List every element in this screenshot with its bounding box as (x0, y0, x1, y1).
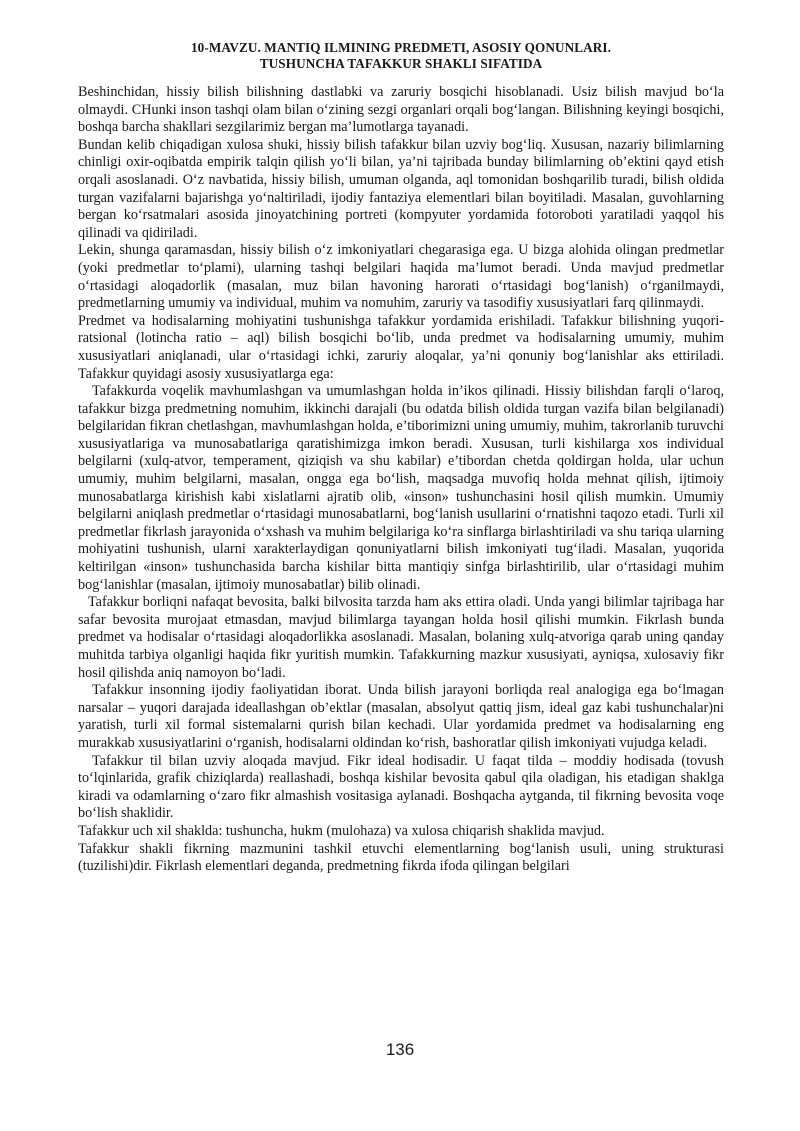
page-number: 136 (385, 1040, 415, 1059)
paragraph-9: Tafakkur uch xil shaklda: tushuncha, hukm (mulohaza) va xulosa chiqarish shaklida mavjud. (78, 822, 605, 839)
paragraph-4: Predmet va hodisalarning mohiyatini tushunishga tafakkur yordamida erishiladi. Tafakkur bilishning yuqori-ratsional (lotincha ratio – aql) bilish bosqichi bo‘lib, unda predmet va hodisalarning umumiy, muhim xususiyatlari aniqlanadi, ular o‘rtasidagi ichki, zaruriy aloqalar, ya’ni qonuniy bog‘lanishlar aks ettiriladi. Tafakkur quyidagi asosiy xususiyatlarga ega: (78, 312, 724, 382)
paragraph-1: Beshinchidan, hissiy bilish bilishning dastlabki va zaruriy bosqichi hisoblanadi. Usiz bilish mavjud bo‘la olmaydi. CHunki inson tashqi olam bilan o‘zining sezgi organlari orqali bog‘langan. Bilishning keyingi bosqichi, boshqa barcha shakllari sezgilarimiz bergan ma’lumotlarga tayanadi. (78, 84, 724, 136)
chapter-title (78, 40, 724, 72)
document-page (78, 40, 724, 1120)
paragraph-2: Bundan kelib chiqadigan xulosa shuki, hissiy bilish tafakkur bilan uzviy bog‘liq. Xususan, nazariy bilimlarning chinligi oxir-oqibatda empirik talqin qilish yo‘li bilan, ya’ni tajribada bunday bilimlarning ob’ektini qayd etish orqali asoslanadi. O‘z navbatida, hissiy bilish, umuman olganda, aql tomonidan boshqarilib turadi, bilish oldida turgan vazifalarni bajarishga yo‘naltiriladi, ijodiy fantaziya elementlari bilan boyitiladi. Masalan, guvohlarning bergan ko‘rsatmalari asosida jinoyatchining portreti (kompyuter yordamida fotoroboti yaratiladi yaqqol his qilinadi va qidiriladi. (78, 136, 724, 241)
body-text (78, 84, 724, 876)
paragraph-3: Lekin, shunga qaramasdan, hissiy bilish o‘z imkoniyatlari chegarasiga ega. U bizga alohida olingan predmetlar (yoki predmetlar to‘plami), ularning tashqi belgilari haqida ma’lumot beradi. Unda mavjud predmetlar o‘rtasidagi aloqadorlik (masalan, muz bilan havoning harorati o‘rtasidagi bog‘lanish) o‘rganilmaydi, predmetlarning umumiy va individual, muhim va nomuhim, zaruriy va tasodifiy xususiyatlari farq qilinmaydi. (78, 242, 724, 312)
chapter-title-line-2: TUSHUNCHA TAFAKKUR SHAKLI SIFATIDA (259, 56, 543, 71)
paragraph-7: Tafakkur insonning ijodiy faoliyatidan iborat. Unda bilish jarayoni borliqda real analogiga ega bo‘lmagan narsalar – yuqori darajada ideallashgan ob’ektlar (masalan, absolyut qattiq jism, ideal gaz kabi tushunchalar)ni yaratish, turli xil formal sistemalarni qurish bilan kechadi. Ular yordamida predmet va hodisalarning eng murakkab xususiyatlarini o‘rganish, hodisalarni oldindan ko‘rish, bashoratlar qilish imkoniyati vujudga keladi. (78, 682, 724, 751)
paragraph-8: Tafakkur til bilan uzviy aloqada mavjud. Fikr ideal hodisadir. U faqat tilda – moddiy hodisada (tovush to‘lqinlarida, grafik chiziqlarda) reallashadi, boshqa kishilar bevosita qabul qila oladigan, his etadigan shaklga kiradi va odamlarning o‘zaro fikr almashish vositasiga aylanadi. Boshqacha aytganda, til fikrning bevosita voqe bo‘lish shaklidir. (78, 752, 724, 822)
paragraph-10: Tafakkur shakli fikrning mazmunini tashkil etuvchi elementlarning bog‘lanish usuli, uning strukturasi (tuzilishi)dir. Fikrlash elementlari deganda, predmetning fikrda ifoda qilingan belgilari (78, 840, 724, 875)
chapter-title-line-1: 10-MAVZU. MANTIQ ILMINING PREDMETI, ASOSIY QONUNLARI. (190, 40, 611, 55)
paragraph-6: Tafakkur borliqni nafaqat bevosita, balki bilvosita tarzda ham aks ettira oladi. Unda yangi bilimlar tajribaga har safar bevosita murojaat etmasdan, mavjud bilimlarga tayangan holda hosil qilishi mumkin. Fikrlash bunda predmet va hodisalar o‘rtasidagi aloqadorlikka asoslanadi. Masalan, bolaning xulq-atvoriga qarab uning qanday muhitda tarbiya olganligi haqida fikr yuritish mumkin. Tafakkurning mazkur xususiyati, ayniqsa, xulosaviy fikr hosil qilishda aniq namoyon bo‘ladi. (78, 594, 724, 681)
paragraph-5: Tafakkurda voqelik mavhumlashgan va umumlashgan holda in’ikos qilinadi. Hissiy bilishdan farqli o‘laroq, tafakkur bizga predmetning nomuhim, ikkinchi darajali (bu odatda bilish oldida turgan vazifa bilan belgilanadi) belgilaridan fikran chetlashgan, mavhumlashgan holda, e’tiborimizni uning umumiy, muhim, takrorlanib turuvchi xususiyatlariga va munosabatlariga qaratishimizga imkon beradi. Xususan, turli kishilarga xos individual belgilarni (xulq-atvor, temperament, qiziqish va shu kabilar) e’tibordan chetda qoldirgan holda, ular uchun umumiy, muhim belgilarni, masalan, ongga ega bo‘lish, maqsadga muvofiq holda mehnat qilish, ijtimoiy munosabatlarga kirishish kabi xislatlarni ajratib olib, «inson» tushunchasini hosil qilish mumkin. Umumiy belgilarni aniqlash predmetlar o‘rtasidagi munosabatlarni, bog‘lanish usullarini o‘rnatishni taqozo etadi. Turli xil predmetlar fikrlash jarayonida o‘xshash va muhim belgilariga ko‘ra sinflarga birlashtiriladi va shu tariqa ularning mohiyatini tushunish, ularni xarakterlaydigan qonuniyatlarni bilish imkoniyati tug‘iladi. Masalan, yuqorida keltirilgan «inson» tushunchasida barcha kishilar bitta mantiqiy sinfga birlashtirilib, ular o‘rtasidagi muhim bog‘lanishlar (masalan, ijtimoiy munosabatlar) bilib olinadi. (78, 383, 724, 593)
